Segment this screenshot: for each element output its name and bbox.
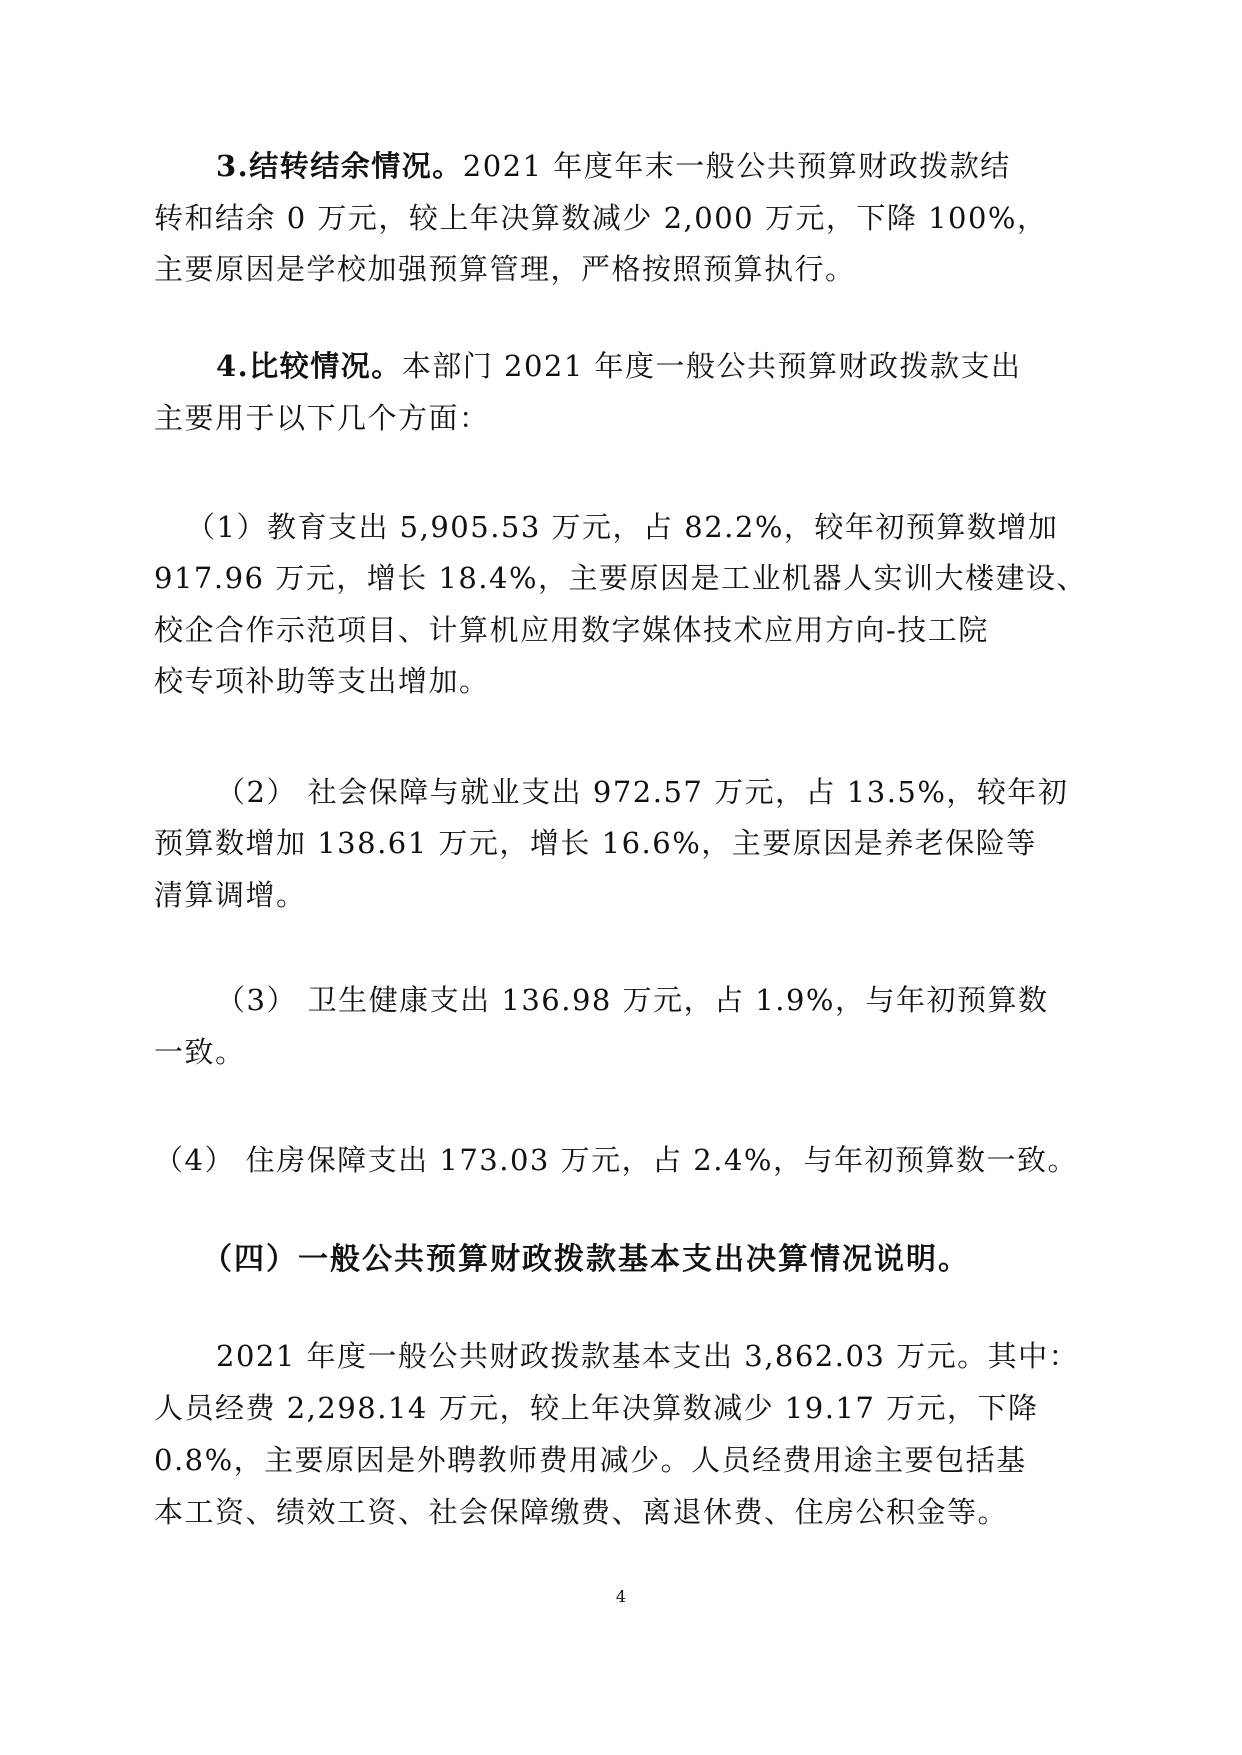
paragraph-basic-expenditure-line-2: 人员经费 2,298.14 万元，较上年决算数减少 19.17 万元，下降: [154, 1391, 1039, 1425]
paragraph-carryover-line-1: [216, 146, 1011, 186]
section-heading-basic-expenditure: （四）一般公共预算财政拨款基本支出决算情况说明。: [202, 1242, 970, 1277]
list-item-education-line-1: （1）教育支出 5,905.53 万元，占 82.2%，较年初预算数增加: [186, 510, 1059, 544]
paragraph-comparison-label: 4.比较情况。: [216, 349, 402, 383]
paragraph-comparison-line-1: [216, 346, 1022, 386]
paragraph-carryover-line-2: 转和结余 0 万元，较上年决算数减少 2,000 万元，下降 100%，: [154, 201, 1048, 235]
list-item-health-line-2: 一致。: [154, 1035, 246, 1069]
paragraph-carryover-label: 3.结转结余情况。: [216, 149, 463, 183]
paragraph-carryover-text-1: 2021 年度年末一般公共预算财政拨款结: [462, 149, 1011, 183]
list-item-education-line-2: 917.96 万元，增长 18.4%，主要原因是工业机器人实训大楼建设、: [154, 561, 1088, 595]
list-item-health-line-1: （3） 卫生健康支出 136.98 万元，占 1.9%，与年初预算数: [216, 983, 1049, 1017]
paragraph-comparison-text-1: 本部门 2021 年度一般公共预算财政拨款支出: [401, 349, 1022, 383]
list-item-housing-line-1: （4） 住房保障支出 173.03 万元，占 2.4%，与年初预算数一致。: [154, 1143, 1078, 1177]
list-item-social-security-line-3: 清算调增。: [154, 878, 307, 912]
page-number: 4: [615, 1587, 627, 1606]
paragraph-basic-expenditure-line-4: 本工资、绩效工资、社会保障缴费、离退休费、住房公积金等。: [154, 1495, 1009, 1529]
list-item-education-line-4: 校专项补助等支出增加。: [154, 664, 490, 698]
list-item-education-line-3: 校企合作示范项目、计算机应用数字媒体技术应用方向-技工院: [154, 613, 989, 647]
paragraph-basic-expenditure-line-3: 0.8%，主要原因是外聘教师费用减少。人员经费用途主要包括基: [154, 1443, 1027, 1477]
list-item-social-security-line-2: 预算数增加 138.61 万元，增长 16.6%，主要原因是养老保险等: [154, 826, 1037, 860]
paragraph-carryover-line-3: 主要原因是学校加强预算管理，严格按照预算执行。: [154, 252, 856, 286]
paragraph-basic-expenditure-line-1: 2021 年度一般公共财政拨款基本支出 3,862.03 万元。其中：: [216, 1339, 1080, 1373]
paragraph-comparison-line-2: 主要用于以下几个方面：: [154, 401, 490, 435]
list-item-social-security-line-1: （2） 社会保障与就业支出 972.57 万元，占 13.5%，较年初: [216, 775, 1069, 809]
